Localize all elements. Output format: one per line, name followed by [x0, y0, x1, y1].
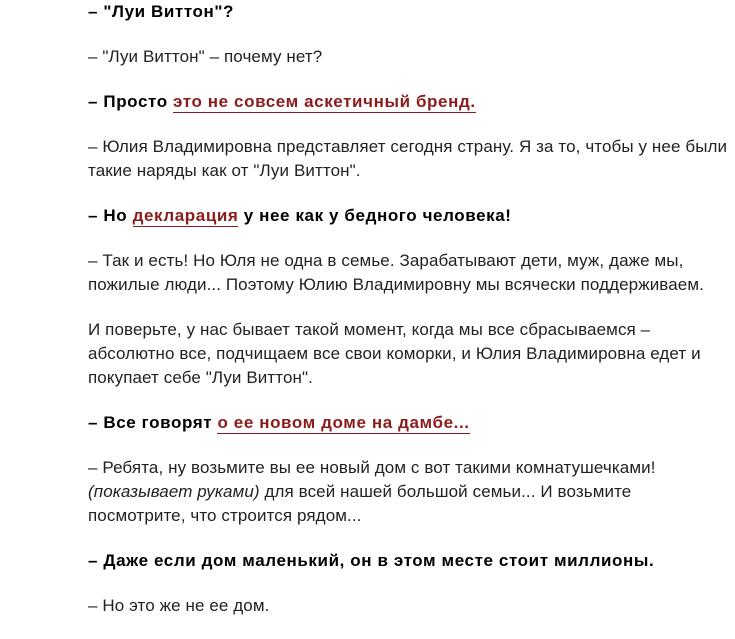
- interview-question: [88, 90, 728, 114]
- interview-question: [88, 204, 728, 228]
- paragraph-text: – "Луи Виттон"?: [88, 2, 235, 21]
- paragraph-text: – Юлия Владимировна представляет сегодня страну. Я за то, чтобы у нее были такие наряды как от "Луи Виттон".: [88, 137, 728, 180]
- interview-question: [88, 0, 728, 24]
- paragraph-text: – "Луи Виттон" – почему нет?: [88, 47, 323, 66]
- paragraph-text: – Так и есть! Но Юля не одна в семье. Зарабатывают дети, муж, даже мы, пожилые люди... Поэтому Юлию Владимировну мы всячески поддерживаем.: [88, 251, 704, 294]
- interview-answer: [88, 318, 728, 390]
- paragraph-text: – Но: [88, 206, 133, 225]
- paragraph-text: для всей нашей большой семьи... И возьмите посмотрите, что строится рядом...: [88, 482, 632, 525]
- stage-direction: (показывает руками): [88, 482, 260, 501]
- paragraph-text: – Но это же не ее дом.: [88, 596, 270, 615]
- article-link[interactable]: о ее новом доме на дамбе...: [217, 413, 470, 432]
- article-link[interactable]: это не совсем аскетичный бренд.: [173, 92, 476, 111]
- paragraph-text: И поверьте, у нас бывает такой момент, когда мы все сбрасываемся – абсолютно все, подчищаем все свои коморки, и Юлия Владимировна едет и покупает себе "Луи Виттон".: [88, 320, 701, 387]
- paragraph-text: – Все говорят: [88, 413, 218, 432]
- interview-answer: [88, 456, 728, 528]
- paragraph-text: – Ребята, ну возьмите вы ее новый дом с вот такими комнатушечками!: [88, 458, 656, 477]
- article-body: [88, 0, 728, 639]
- interview-question: [88, 411, 728, 435]
- interview-answer: [88, 135, 728, 183]
- paragraph-text: у нее как у бедного человека!: [238, 206, 512, 225]
- interview-answer: [88, 249, 728, 297]
- article-link[interactable]: декларация: [132, 206, 239, 225]
- paragraph-text: – Даже если дом маленький, он в этом месте стоит миллионы.: [88, 551, 655, 570]
- interview-question: [88, 549, 728, 573]
- paragraph-text: – Просто: [88, 92, 174, 111]
- interview-answer: [88, 594, 728, 618]
- interview-answer: [88, 45, 728, 69]
